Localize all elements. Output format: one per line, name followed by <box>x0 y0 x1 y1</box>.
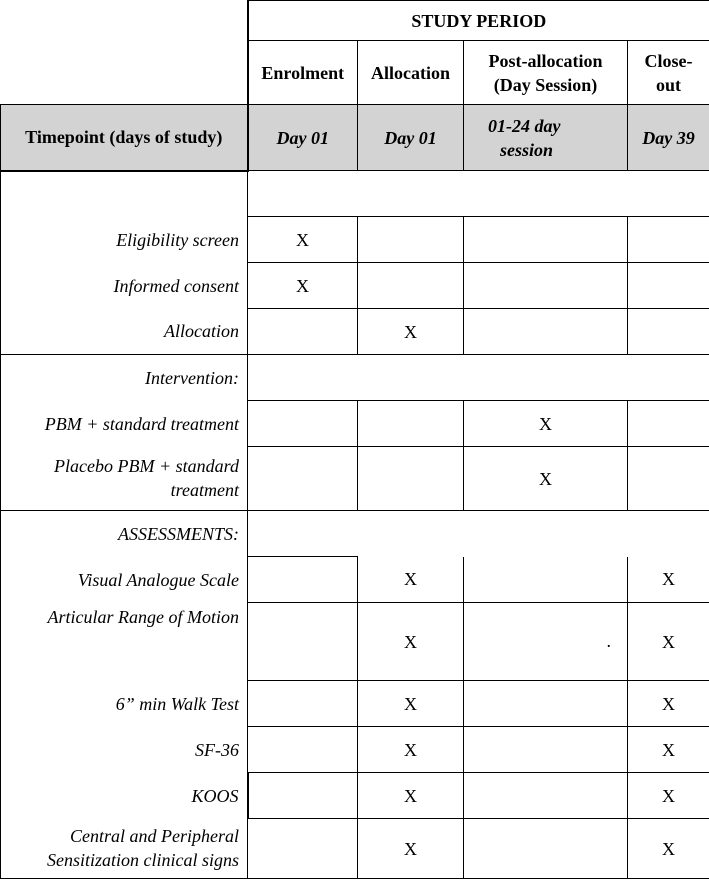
vas-enrolment-mark <box>248 557 358 603</box>
enrolment-section-spacer-row <box>1 171 709 217</box>
timepoint-label: Timepoint (days of study) <box>1 105 248 171</box>
sensitization-row <box>1 819 709 879</box>
sensitization-label-line1: Central and Peripheral <box>70 826 239 847</box>
intervention-title: Intervention: <box>1 355 248 401</box>
timepoint-row <box>1 105 709 171</box>
post-allocation-header <box>464 41 628 105</box>
vas-closeout-mark: X <box>628 557 709 603</box>
koos-allocation-mark: X <box>358 773 464 819</box>
placebo-closeout-mark <box>628 447 709 511</box>
post-allocation-header-line2: (Day Session) <box>493 74 598 95</box>
koos-row <box>1 773 709 819</box>
sf36-row <box>1 727 709 773</box>
rom-label: Articular Range of Motion <box>1 603 248 681</box>
sf36-allocation-mark: X <box>358 727 464 773</box>
spacer-merged-cell <box>248 171 709 217</box>
rom-allocation-mark: X <box>358 603 464 681</box>
study-period-row <box>1 1 709 41</box>
informed-consent-row <box>1 263 709 309</box>
closeout-header-line1: Close- <box>644 50 693 71</box>
sensitization-allocation-mark: X <box>358 819 464 879</box>
enrolment-header: Enrolment <box>248 41 358 105</box>
pbm-allocation-mark <box>358 401 464 447</box>
sensitization-label-line2: Sensitization clinical signs <box>47 850 239 871</box>
placebo-pbm-label-line1: Placebo PBM + standard <box>54 456 239 477</box>
timepoint-post-line2: session <box>500 139 554 160</box>
closeout-header-line2: out <box>656 74 682 95</box>
walk-enrolment-mark <box>248 681 358 727</box>
vas-allocation-mark: X <box>358 557 464 603</box>
pbm-row <box>1 401 709 447</box>
consent-closeout-mark <box>628 263 709 309</box>
placebo-allocation-mark <box>358 447 464 511</box>
allocation-post-mark <box>464 309 628 355</box>
assessments-title-merged-cell <box>248 511 709 557</box>
allocation-closeout-mark <box>628 309 709 355</box>
allocation-header: Allocation <box>358 41 464 105</box>
allocation-enrolment-mark <box>248 309 358 355</box>
rom-enrolment-mark <box>248 603 358 681</box>
timepoint-post-allocation <box>464 105 628 171</box>
walk-closeout-mark: X <box>628 681 709 727</box>
pbm-label: PBM + standard treatment <box>1 401 248 447</box>
timepoint-closeout: Day 39 <box>628 105 709 171</box>
sf36-post-mark <box>464 727 628 773</box>
column-header-row <box>1 41 709 105</box>
koos-closeout-mark: X <box>628 773 709 819</box>
sf36-closeout-mark: X <box>628 727 709 773</box>
informed-consent-label: Informed consent <box>1 263 248 309</box>
sensitization-closeout-mark: X <box>628 819 709 879</box>
post-allocation-header-line1: Post-allocation <box>488 50 603 71</box>
allocation-row <box>1 309 709 355</box>
closeout-header <box>628 41 709 105</box>
eligibility-allocation-mark <box>358 217 464 263</box>
vas-label: Visual Analogue Scale <box>1 557 248 603</box>
koos-label: KOOS <box>1 773 248 819</box>
sf36-enrolment-mark <box>248 727 358 773</box>
eligibility-post-mark <box>464 217 628 263</box>
eligibility-closeout-mark <box>628 217 709 263</box>
placebo-pbm-row <box>1 447 709 511</box>
koos-enrolment-mark <box>248 773 358 819</box>
allocation-allocation-mark: X <box>358 309 464 355</box>
walk-allocation-mark: X <box>358 681 464 727</box>
pbm-enrolment-mark <box>248 401 358 447</box>
rom-row <box>1 603 709 681</box>
consent-allocation-mark <box>358 263 464 309</box>
placebo-post-mark: X <box>464 447 628 511</box>
sf36-label: SF-36 <box>1 727 248 773</box>
placebo-pbm-label <box>1 447 248 511</box>
walk-test-row <box>1 681 709 727</box>
corner-cell-2 <box>1 41 248 105</box>
consent-enrolment-mark: X <box>248 263 358 309</box>
placebo-enrolment-mark <box>248 447 358 511</box>
timepoint-allocation: Day 01 <box>358 105 464 171</box>
rom-closeout-mark: X <box>628 603 709 681</box>
allocation-label: Allocation <box>1 309 248 355</box>
pbm-post-mark: X <box>464 401 628 447</box>
rom-post-cell <box>464 603 628 681</box>
eligibility-enrolment-mark: X <box>248 217 358 263</box>
sensitization-enrolment-mark <box>248 819 358 879</box>
pbm-closeout-mark <box>628 401 709 447</box>
timepoint-post-line1: 01-24 day <box>488 115 561 136</box>
sensitization-post-mark <box>464 819 628 879</box>
consent-post-mark <box>464 263 628 309</box>
walk-test-label: 6” min Walk Test <box>1 681 248 727</box>
corner-cell <box>1 1 248 41</box>
eligibility-screen-label: Eligibility screen <box>1 217 248 263</box>
vas-row <box>1 557 709 603</box>
vas-post-mark <box>464 557 628 603</box>
rom-post-mark: . <box>606 631 611 651</box>
walk-post-mark <box>464 681 628 727</box>
assessments-title: ASSESSMENTS: <box>1 511 248 557</box>
timepoint-enrolment: Day 01 <box>248 105 358 171</box>
assessments-title-row <box>1 511 709 557</box>
spacer-label-cell <box>1 171 248 217</box>
intervention-title-merged-cell <box>248 355 709 401</box>
koos-post-mark <box>464 773 628 819</box>
intervention-title-row <box>1 355 709 401</box>
eligibility-screen-row <box>1 217 709 263</box>
study-period-header: STUDY PERIOD <box>248 1 709 41</box>
sensitization-label <box>1 819 248 879</box>
placebo-pbm-label-line2: treatment <box>170 480 239 501</box>
